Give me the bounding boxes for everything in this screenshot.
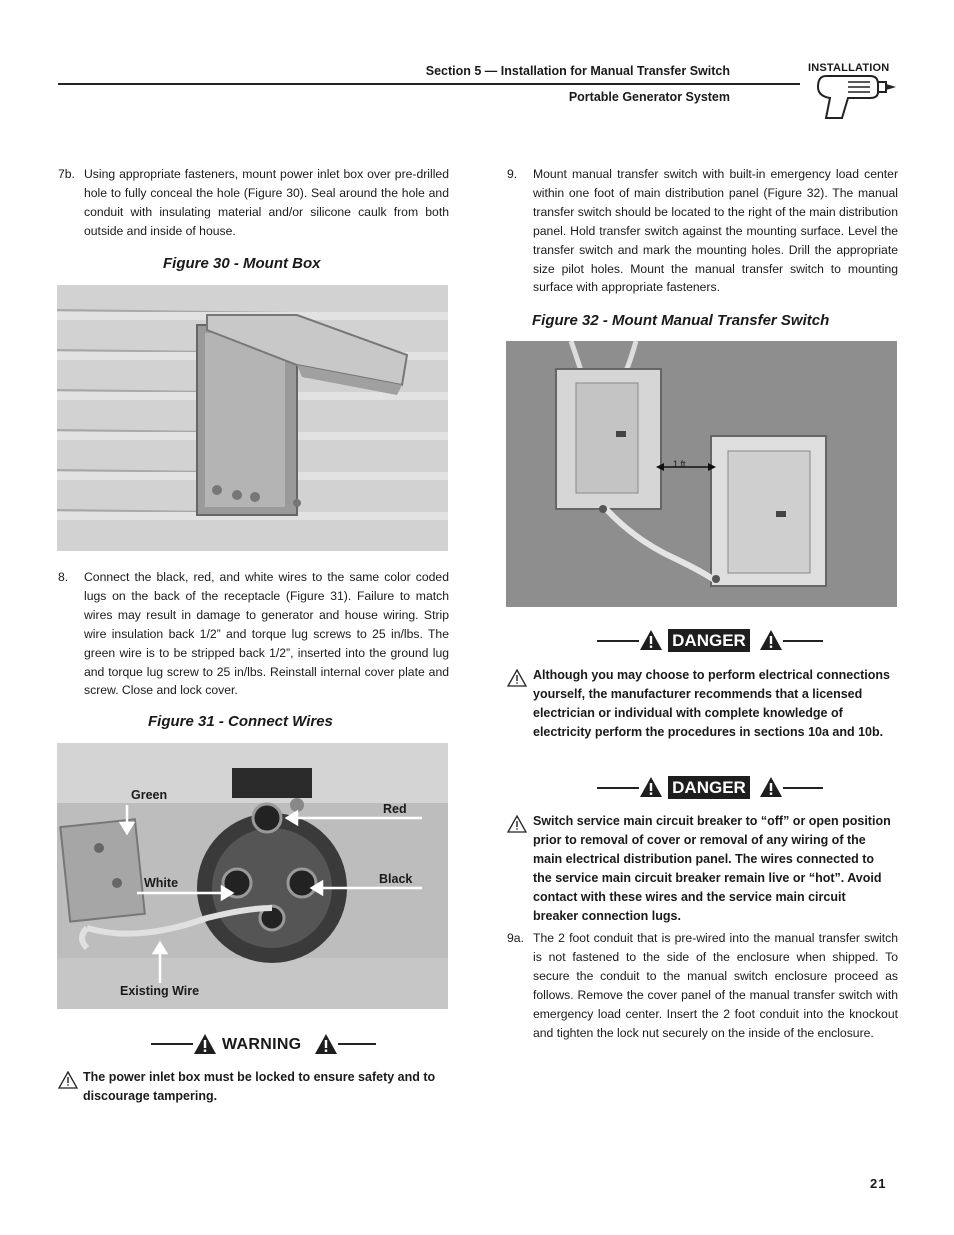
label-black: Black <box>379 872 413 886</box>
step-7b-text: Using appropriate fasteners, mount power inlet box over pre-drilled hole to fully conceal the hole (Figure 30). Seal around the hole and conduit with insulating material and/or silicone caulk from both outside and inside of house. <box>84 167 449 238</box>
step-9a-number: 9a. <box>507 931 524 945</box>
label-green: Green <box>131 788 168 802</box>
warning-text: The power inlet box must be locked to ensure safety and to discourage tampering. <box>83 1070 436 1103</box>
danger1-small-triangle-icon <box>507 669 527 687</box>
danger2-rule-left <box>597 787 639 789</box>
danger1-rule-left <box>597 640 639 642</box>
danger1-text: Although you may choose to perform electrical connections yourself, the manufacturer recommends that a licensed electrician or individual with complete knowledge of electricity perform the procedures in sections 10a and 10b. <box>533 668 891 739</box>
warning-small-triangle-icon <box>58 1071 78 1089</box>
step-8-text: Connect the black, red, and white wires to the same color coded lugs on the back of the receptacle (Figure 31). Failure to match wires may result in damage to generator and house wiring. Strip wire insulation back 1/2” and torque lug screws to 25 in/lbs. The green wire is to be stripped back 1/2”, inserted into the ground lug and torque lug screw to 25 in/lbs. Reinstall internal cover plate and screw. Close and lock cover. <box>84 570 449 698</box>
label-white: White <box>144 876 179 890</box>
figure32-photo <box>506 341 897 607</box>
danger2-word: DANGER <box>668 776 750 799</box>
danger2-small-triangle-icon <box>507 815 527 833</box>
warning-rule-left <box>151 1043 193 1045</box>
step-9 <box>507 165 898 297</box>
figure32-caption: Figure 32 - Mount Manual Transfer Switch <box>532 312 830 329</box>
figure30-photo <box>57 285 448 551</box>
step-7b <box>58 165 449 241</box>
step-9-text: Mount manual transfer switch with built-in emergency load center within one foot of main distribution panel (Figure 32). The manual transfer switch should be located to the right of the main distribution panel. Hold transfer switch against the mounting surface. Level the transfer switch and mark the mounting holes. Drill the appropriate size pilot holes. Mount the manual transfer switch to mounting surface with appropriate fasteners. <box>533 167 898 295</box>
label-one-foot: 1 ft <box>673 459 686 469</box>
danger2-triangle-left-icon <box>639 776 663 798</box>
warning-triangle-right-icon <box>314 1033 338 1055</box>
figure30-caption: Figure 30 - Mount Box <box>163 255 321 272</box>
section-subtitle: Portable Generator System <box>568 90 730 104</box>
step-9a <box>507 929 898 1042</box>
danger1-word: DANGER <box>668 629 750 652</box>
warning-word: WARNING <box>222 1036 302 1053</box>
installation-badge <box>808 62 900 120</box>
figure32-dimension-arrow <box>506 341 897 607</box>
step-9a-text: The 2 foot conduit that is pre-wired into the manual transfer switch is not fastened to the side of the enclosure when shipped. To secure the conduit to the manual switch enclosure proceed as follows. Remove the cover panel of the manual transfer switch with emergency load center. Insert the 2 foot conduit into the knockout and tighten the lock nut securely on the inside of the enclosure. <box>533 931 898 1040</box>
header-rule <box>58 83 800 85</box>
danger2-text: Switch service main circuit breaker to “off” or open position prior to removal of cover or removal of any wiring of the main electrical distribution panel. The wires connected to the service main circuit breaker remain live or “hot”. Avoid contact with these wires and the service main circuit breaker connection lugs. <box>533 814 891 923</box>
step-8-number: 8. <box>58 570 69 584</box>
section-title: Section 5 — Installation for Manual Transfer Switch <box>425 64 730 78</box>
danger1-rule-right <box>783 640 823 642</box>
danger1-triangle-right-icon <box>759 629 783 651</box>
step-8 <box>58 568 449 700</box>
figure31-caption: Figure 31 - Connect Wires <box>148 713 333 730</box>
installation-badge-label: INSTALLATION <box>808 62 890 74</box>
drill-icon <box>808 62 900 120</box>
danger1-triangle-left-icon <box>639 629 663 651</box>
step-7b-number: 7b. <box>58 167 75 181</box>
warning-triangle-left-icon <box>193 1033 217 1055</box>
danger2-rule-right <box>783 787 823 789</box>
warning-rule-right <box>338 1043 376 1045</box>
label-red: Red <box>383 802 407 816</box>
step-9-number: 9. <box>507 167 518 181</box>
danger2-triangle-right-icon <box>759 776 783 798</box>
page-number: 21 <box>870 1176 887 1191</box>
label-existing-wire: Existing Wire <box>120 984 200 998</box>
